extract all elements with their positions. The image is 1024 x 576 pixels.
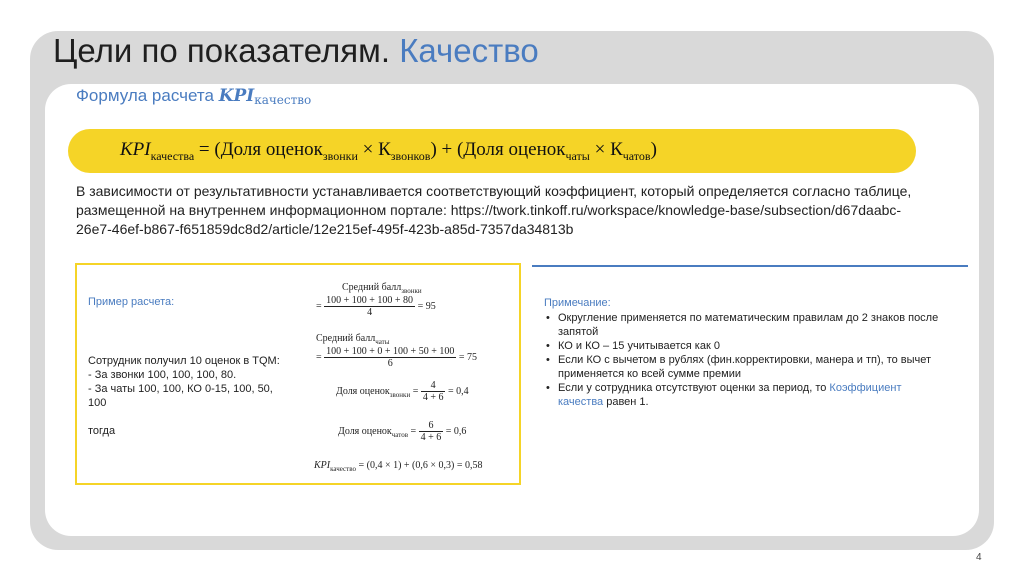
- calc-avg-chats: Средний балл$_{чаты}$ = $\frac{100 + 100 + 0 + 100 + 50 + 100}{6}$ = 75: [316, 333, 477, 369]
- description-text: В зависимости от результативности устанавливается соответствующий коэффициент, который определяется согласно таблице, размещенной на внутреннем информационном портале: https://twork.tinkoff.ru/workspace/knowledge-base/subsection/d67daabc-26e7-46ef-b867-f651859dc8d2/article/12e215ef-495f-423b-a85d-7357da34813b: [76, 183, 912, 237]
- calc-share-calls: Доля оценок$_{звонки}$ = $\frac{4}{4 + 6}$ = 0,4: [336, 380, 469, 403]
- example-label: Пример расчета:: [88, 296, 175, 308]
- main-formula: $KPI_{качества}$ = (Доля оценок$_{звонки}$ × $К_{звонков}$) + (Доля оценок$_{чаты}$ × $К_{чатов}$): [120, 139, 657, 163]
- slide-title: Цели по показателям. Качество: [53, 32, 539, 69]
- calc-avg-calls: Средний балл$_{звонки}$ = $\frac{100 + 100 + 100 + 80}{4}$ = 95: [316, 282, 436, 318]
- title-accent: Качество: [399, 32, 539, 69]
- note-item: • Если КО с вычетом в рублях (фин.корректировки, манера и тп), то вычет применяется ко всей сумме премии: [558, 353, 944, 381]
- note-block: [544, 296, 944, 409]
- note-divider: [532, 265, 968, 267]
- note-item: • Округление применяется по математическим правилам до 2 знаков после запятой: [558, 311, 944, 339]
- page-number: 4: [976, 552, 982, 563]
- note-item: • Если у сотрудника отсутствуют оценки за период, то Коэффициент качества равен 1.: [558, 381, 944, 409]
- calc-kpi-result: $KPI_{качество} = (0,4 \times 1) + (0,6 \times 0,3) = 0,58$: [314, 460, 483, 473]
- calc-share-chats: Доля оценок$_{чатов}$ = $\frac{6}{4 + 6}$ = 0,6: [338, 420, 467, 443]
- note-title: Примечание:: [544, 297, 611, 309]
- formula-heading: Формула расчета $KPI_{качество}$: [76, 86, 312, 107]
- note-item: • КО и КО – 15 учитывается как 0: [558, 339, 944, 353]
- note-list: [544, 311, 944, 409]
- example-body: Сотрудник получил 10 оценок в TQM: - За звонки 100, 100, 100, 80. - За чаты 100, 100, КО 0-15, 100, 50, 100 тогда: [88, 355, 280, 437]
- quality-coefficient-link[interactable]: Коэффициент качества: [558, 382, 902, 408]
